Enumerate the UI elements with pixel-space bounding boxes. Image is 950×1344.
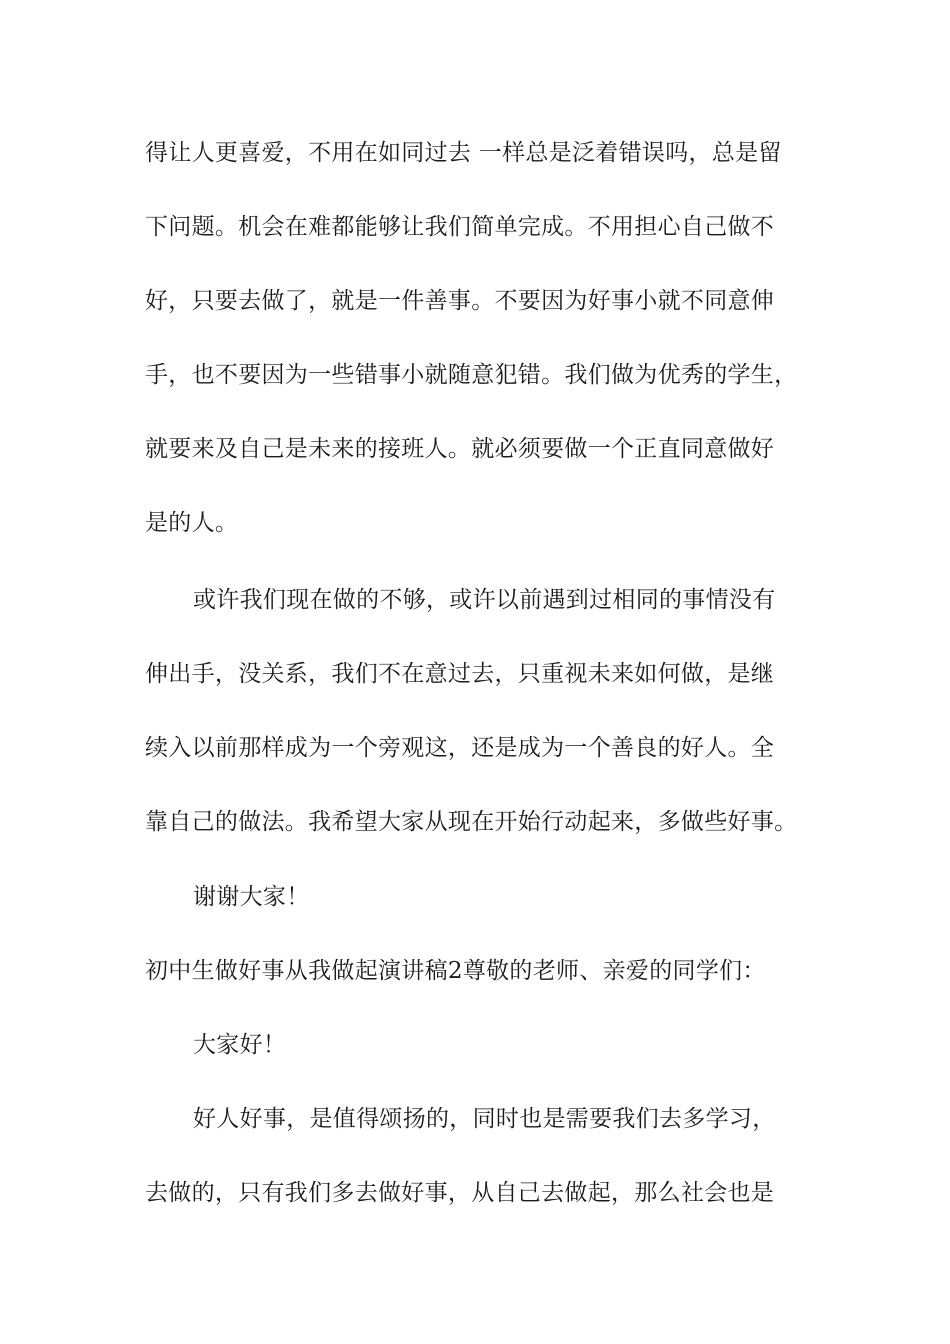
text-line: 就要来及自己是未来的接班人。就必须要做一个正直同意做好 [145,436,775,462]
text-line: 好，只要去做了，就是一件善事。不要因为好事小就不同意伸 [145,288,775,314]
text-line: 下问题。机会在难都能够让我们简单完成。不用担心自己做不 [145,214,775,240]
paragraph-first-line: 或许我们现在做的不够，或许以前遇到过相同的事情没有 [193,587,776,613]
text-line: 续入以前那样成为一个旁观这，还是成为一个善良的好人。全 [145,735,775,761]
text-line: 得让人更喜爱，不用在如同过去 一样总是泛着错误吗，总是留 [145,140,782,166]
greeting-line: 大家好！ [193,1032,287,1058]
text-line: 是的人。 [145,510,239,536]
speech-title-line: 初中生做好事从我做起演讲稿2尊敬的老师、亲爱的同学们： [145,958,766,984]
closing-thanks: 谢谢大家！ [193,884,310,910]
text-line: 伸出手，没关系，我们不在意过去，只重视未来如何做，是继 [145,661,775,687]
text-line: 手，也不要因为一些错事小就随意犯错。我们做为优秀的学生， [145,362,798,388]
text-line: 去做的，只有我们多去做好事，从自己去做起，那么社会也是 [145,1180,775,1206]
paragraph-first-line: 好人好事，是值得颂扬的，同时也是需要我们去多学习， [193,1106,776,1132]
text-line: 靠自己的做法。我希望大家从现在开始行动起来，多做些好事。 [145,809,798,835]
